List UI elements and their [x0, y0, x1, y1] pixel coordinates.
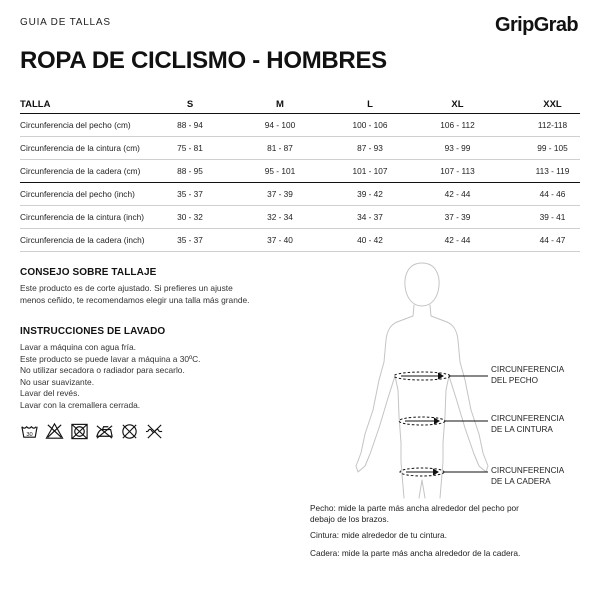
table-cell: 35 - 37 — [170, 229, 210, 252]
head-outline — [405, 263, 439, 306]
chest-note-line: debajo de los brazos. — [310, 514, 389, 524]
wash-temp-label: 30 — [26, 431, 33, 438]
row-label: Circunferencia de la cadera (inch) — [20, 229, 170, 252]
waist-label — [491, 414, 564, 435]
header-cell: M — [210, 95, 350, 114]
guide-label: GUIA DE TALLAS — [20, 17, 111, 28]
page-title: ROPA DE CICLISMO - HOMBRES — [20, 47, 387, 74]
table-cell: 94 - 100 — [210, 114, 350, 137]
table-row — [20, 114, 580, 137]
table-row — [20, 160, 580, 183]
table-cell: 42 - 44 — [390, 229, 525, 252]
table-cell: 44 - 47 — [525, 229, 580, 252]
no-iron-icon — [95, 422, 114, 441]
chest-label-line: CIRCUNFERENCIA — [491, 365, 565, 374]
table-row — [20, 206, 580, 229]
table-cell: 40 - 42 — [350, 229, 390, 252]
table-cell: 37 - 39 — [390, 206, 525, 229]
table-cell: 75 - 81 — [170, 137, 210, 160]
chest-label — [491, 365, 564, 386]
row-label: Circunferencia de la cadera (cm) — [20, 160, 170, 183]
table-cell: 30 - 32 — [170, 206, 210, 229]
washing-line: No utilizar secadora o radiador para secarlo. — [20, 365, 185, 376]
table-cell: 99 - 105 — [525, 137, 580, 160]
wash-30-icon — [20, 422, 39, 441]
no-wring-icon — [145, 422, 164, 441]
table-cell: 88 - 94 — [170, 114, 210, 137]
table-cell: 37 - 40 — [210, 229, 350, 252]
table-cell: 35 - 37 — [170, 183, 210, 206]
care-icons — [20, 422, 164, 441]
no-tumble-dry-icon — [70, 422, 89, 441]
body-figure — [335, 258, 510, 503]
size-table-header — [20, 95, 580, 114]
table-row — [20, 137, 580, 160]
washing-line: No usar suavizante. — [20, 376, 95, 387]
inseam-outline — [419, 480, 425, 498]
chest-note-line: Pecho: mide la parte más ancha alrededor del pecho por — [310, 503, 519, 513]
washing-line: Este producto se puede lavar a máquina a 30ºC. — [20, 353, 201, 364]
chest-label-line: DEL PECHO — [491, 375, 539, 385]
header-cell: XXL — [525, 95, 580, 114]
torso-outline — [356, 305, 488, 498]
table-cell: 100 - 106 — [350, 114, 390, 137]
table-row — [20, 183, 580, 206]
table-cell: 37 - 39 — [210, 183, 350, 206]
hip-label — [491, 466, 564, 487]
table-cell: 42 - 44 — [390, 183, 525, 206]
fit-advice-line: menos ceñido, te recomendamos elegir una talla más grande. — [20, 294, 250, 305]
size-table — [20, 95, 580, 252]
header-cell: L — [350, 95, 390, 114]
header-cell: XL — [390, 95, 525, 114]
washing-line: Lavar a máquina con agua fría. — [20, 342, 136, 352]
washing-heading: INSTRUCCIONES DE LAVADO — [20, 326, 166, 337]
table-cell: 95 - 101 — [210, 160, 350, 183]
chest-note — [310, 503, 585, 525]
fit-advice-text — [20, 283, 320, 306]
table-cell: 107 - 113 — [390, 160, 525, 183]
table-cell: 113 - 119 — [525, 160, 580, 183]
brand-logo: GripGrab — [495, 14, 578, 36]
fit-advice-heading: CONSEJO SOBRE TALLAJE — [20, 267, 157, 278]
hip-label-line: CIRCUNFERENCIA — [491, 466, 565, 475]
row-label: Circunferencia del pecho (cm) — [20, 114, 170, 137]
hip-note: Cadera: mide la parte más ancha alrededor de la cadera. — [310, 548, 521, 558]
row-label: Circunferencia del pecho (inch) — [20, 183, 170, 206]
header-cell: TALLA — [20, 95, 170, 114]
table-cell: 106 - 112 — [390, 114, 525, 137]
header-cell: S — [170, 95, 210, 114]
table-cell: 93 - 99 — [390, 137, 525, 160]
table-cell: 32 - 34 — [210, 206, 350, 229]
table-cell: 34 - 37 — [350, 206, 390, 229]
table-cell: 112-118 — [525, 114, 580, 137]
table-cell: 88 - 95 — [170, 160, 210, 183]
washing-line: Lavar con la cremallera cerrada. — [20, 399, 141, 410]
waist-label-line: DE LA CINTURA — [491, 424, 553, 434]
table-cell: 39 - 42 — [350, 183, 390, 206]
table-cell: 87 - 93 — [350, 137, 390, 160]
washing-line: Lavar del revés. — [20, 388, 80, 399]
table-row — [20, 229, 580, 252]
no-dry-clean-icon — [120, 422, 139, 441]
fit-advice-line: Este producto es de corte ajustado. Si prefieres un ajuste — [20, 283, 233, 293]
table-cell: 101 - 107 — [350, 160, 390, 183]
waist-label-line: CIRCUNFERENCIA — [491, 414, 565, 423]
waist-note: Cintura: mide alrededor de tu cintura. — [310, 530, 447, 540]
table-cell: 81 - 87 — [210, 137, 350, 160]
row-label: Circunferencia de la cintura (cm) — [20, 137, 170, 160]
washing-list — [20, 342, 280, 412]
hip-label-line: DE LA CADERA — [491, 476, 551, 486]
table-cell: 39 - 41 — [525, 206, 580, 229]
row-label: Circunferencia de la cintura (inch) — [20, 206, 170, 229]
no-bleach-icon — [45, 422, 64, 441]
table-cell: 44 - 46 — [525, 183, 580, 206]
